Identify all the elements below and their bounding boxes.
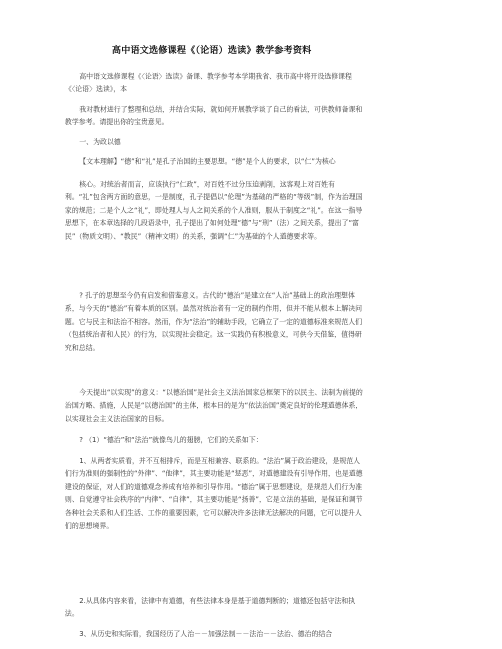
paragraph-point-3: 3、从历史和实际看，我国经历了人治－－加强法制－－法治－－法治、德治的结合 xyxy=(79,629,333,638)
paragraph-text-understanding: 【文本理解】“德”和“礼”是孔子治国的主要思想。“德”是个人的要求，以“仁”为核心 xyxy=(79,156,336,166)
paragraph-point-2: 2.从具体内容来看，法律中有道德，有些法律本身是基于道德判断的；道德还包括守法和执法。 xyxy=(64,596,356,618)
section-heading: 一、为政以德 xyxy=(79,137,121,146)
paragraph-today-meaning: 今天提出“以实现”的意义：“以德治国”是社会主义法治国家总框架下的以民主、法制为前提的治国方略、措施，人民是“以德治国”的主体，根本目的是为“依法治国”奠定良好的伦理道德体系，以实现社会主义法治国家的目标。 xyxy=(64,387,363,423)
paragraph-intro: 高中语文选修课程《〈论语〉选读》备课、教学参考本学期我省、我市高中将开设选修课程《〈论语〉选读》，本 xyxy=(64,71,352,94)
document-title: 高中语文选修课程《（论语）选读》教学参考资料 xyxy=(111,44,312,56)
paragraph-point-1: 1、从两者实质看，并不互相排斥，而是互相兼容、联系的。“法治”属于政治建设，是规范人们行为准则的强制性的“外律”、“他律”，其主要功能是“惩恶”，对道德建设有引导作用，也是道德建设的保证，对人们的道德观念养成有培养和引导作用。“德治”属于思想建设，是规范人们行为准则、自觉遵守社会秩序的“内律”、“自律”，其主要功能是“扬善”，它是立法的基础，是保证和调节各种社会关系和人们生活、工作的重要因素，它可以解决许多法律无法解决的问题，它可以提升人们的思想境界。 xyxy=(64,456,363,530)
paragraph-purpose: 我对教材进行了整理和总结，并结合实际，就如何开展教学谈了自己的看法，可供教师备课和教学参考。请提出你的宝贵意见。 xyxy=(64,104,363,126)
paragraph-relationship-heading: ? （1）“德治”和“法治”就像鸟儿的翅膀，它们的关系如下： xyxy=(79,435,263,444)
paragraph-inspiration: ? 孔子的思想至今仍有启发和借鉴意义。古代的“德治”是建立在“人治”基础上的政治理想体系，与今天的“德治”有着本质的区别。虽然对统治者有一定的制约作用，但并不能从根本上解决问题。它与民主和法治不相容。然而，作为“法治”的辅助手段，它确立了一定的道德标准来规范人们（包括统治者和人民）的行为，以实现社会稳定。这一实践仍有积极意义，可供今天借鉴，值得研究和总结。 xyxy=(64,290,363,352)
paragraph-core-analysis: 核心。对统治者而言，应该执行“仁政”，对百姓不过分压迫剥削，这客观上对百姓有利。“礼”包含两方面的意思，一是制度，孔子提倡以“伦理”为基础的严格的“等级”制，作为治理国家的规范；二是个人之“礼”，即处理人与人之间关系的个人准则，服从于制度之“礼”。在这一指导思想下，在本章选择的几段语录中，孔子提出了如何处理“德”与“刑”（法）之间关系，提出了“富民”（物质文明）、“教民”（精神文明）的关系，强调“仁”为基础的个人道德要求等。 xyxy=(64,179,363,240)
